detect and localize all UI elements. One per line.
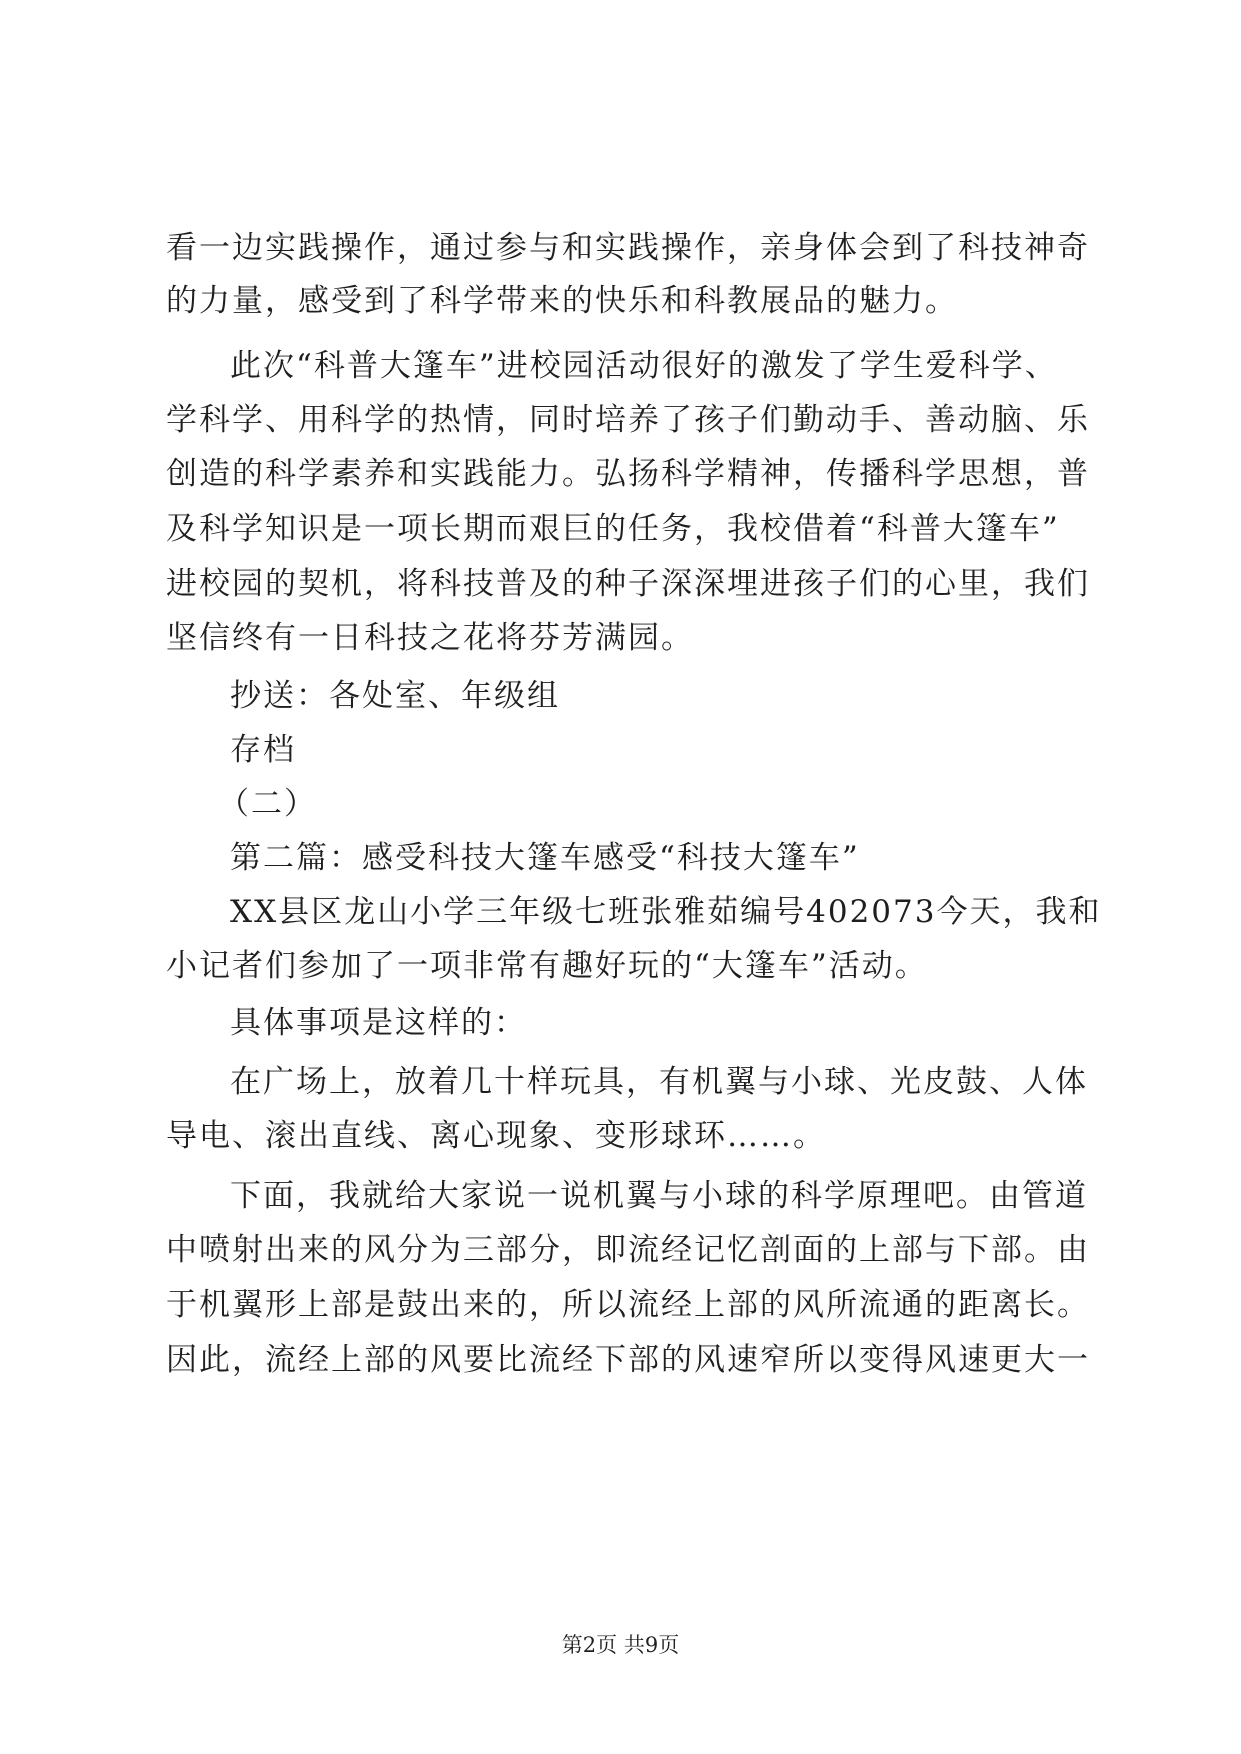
text-line: XX县区龙山小学三年级七班张雅茹编号402073今天，我和: [230, 894, 1102, 930]
text-line: 及科学知识是一项长期而艰巨的任务，我校借着“科普大篷车”: [166, 511, 1060, 547]
text-line: 坚信终有一日科技之花将芬芳满园。: [166, 620, 694, 656]
text-line: 小记者们参加了一项非常有趣好玩的“大篷车”活动。: [166, 948, 928, 984]
section-number: （二）: [218, 786, 317, 822]
text-line: 下面，我就给大家说一说机翼与小球的科学原理吧。由管道: [230, 1178, 1088, 1214]
text-line: 导电、滚出直线、离心现象、变形球环……。: [166, 1118, 826, 1154]
text-line: 创造的科学素养和实践能力。弘扬科学精神，传播科学思想，普: [166, 456, 1090, 492]
text-line: 具体事项是这样的：: [230, 1005, 527, 1041]
text-line: 的力量，感受到了科学带来的快乐和科教展品的魅力。: [166, 283, 958, 319]
text-line: 中喷射出来的风分为三部分，即流经记忆剖面的上部与下部。由: [166, 1232, 1090, 1268]
text-line: 此次“科普大篷车”进校园活动很好的激发了学生爱科学、: [230, 348, 1058, 384]
text-line: 看一边实践操作，通过参与和实践操作，亲身体会到了科技神奇: [166, 230, 1090, 266]
text-line: 于机翼形上部是鼓出来的，所以流经上部的风所流通的距离长。: [166, 1287, 1090, 1323]
text-line: 在广场上，放着几十样玩具，有机翼与小球、光皮鼓、人体: [230, 1064, 1088, 1100]
section-heading: 第二篇：感受科技大篷车感受“科技大篷车”: [230, 840, 860, 876]
text-line: 因此，流经上部的风要比流经下部的风速窄所以变得风速更大一: [166, 1342, 1090, 1378]
text-line: 学科学、用科学的热情，同时培养了孩子们勤动手、善动脑、乐: [166, 402, 1090, 438]
text-line: 进校园的契机，将科技普及的种子深深埋进孩子们的心里，我们: [166, 566, 1090, 602]
text-line: 抄送：各处室、年级组: [230, 678, 560, 714]
page-number: 第2页 共9页: [561, 1633, 680, 1657]
text-line: 存档: [230, 732, 296, 768]
